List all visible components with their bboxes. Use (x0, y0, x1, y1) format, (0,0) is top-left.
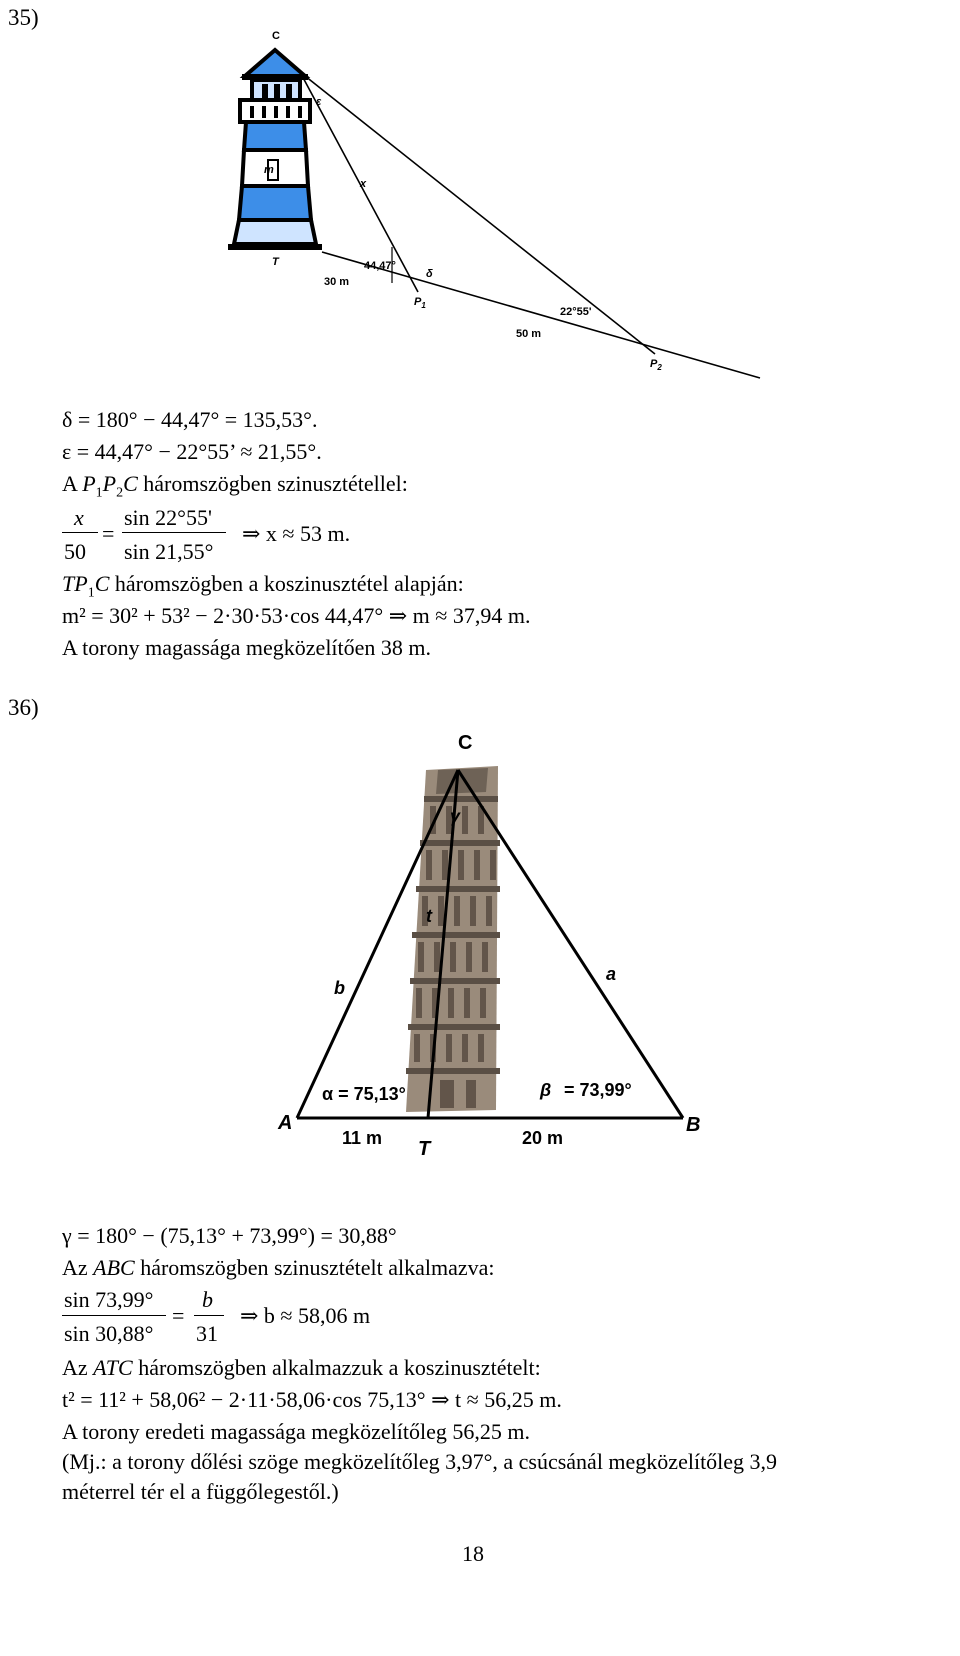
label-B: B (686, 1114, 701, 1136)
label-m: m (264, 164, 274, 176)
label-x: x (360, 178, 367, 190)
problem-35-number: 35) (8, 5, 39, 30)
frac36-1-denominator: sin 30,88° (64, 1321, 154, 1346)
sine-rule-intro: A $P_1P_2C$ háromszögben szinusztétellel: (62, 471, 408, 501)
label-C: C (272, 30, 280, 42)
label-11m: 11 m (342, 1128, 383, 1148)
label-T36: T (418, 1138, 431, 1160)
note-line-1: (Mj.: a torony dőlési szöge megközelítőleg 3,97°, a csúcsánál megközelítőleg 3,9 (62, 1449, 778, 1474)
lighthouse-icon (228, 50, 322, 250)
label-30m: 30 m (324, 276, 350, 288)
pisa-tower-figure (0, 700, 960, 1180)
delta-equation: δ = 180° − 44,47° = 135,53°. (62, 407, 318, 432)
label-A: A (278, 1112, 293, 1134)
result-x: ⇒ x ≈ 53 m. (242, 521, 351, 546)
t-equation: t² = 11² + 58,06² − 2·11·58,06·cos 75,13° ⇒ t ≈ 56,25 m. (62, 1387, 562, 1412)
frac36-1-numerator: sin 73,99° (64, 1287, 154, 1312)
gamma-equation: γ = 180° − (75,13° + 73,99°) = 30,88° (62, 1223, 397, 1248)
frac2-denominator: sin 21,55° (124, 539, 214, 564)
label-epsilon: ε (316, 96, 322, 108)
frac36-1-bar (62, 1315, 166, 1316)
label-delta: δ (426, 268, 433, 280)
label-t: t (426, 906, 432, 926)
lighthouse-figure (0, 0, 960, 400)
label-b: b (334, 978, 345, 998)
problem-36-number: 36) (8, 695, 39, 720)
result-b: ⇒ b ≈ 58,06 m (240, 1303, 371, 1328)
label-beta-symbol: β (540, 1080, 552, 1100)
label-a: a (606, 964, 617, 984)
label-angle-2255: 22°55' (560, 306, 592, 318)
frac36-2-denominator: 31 (196, 1321, 218, 1346)
frac1-numerator: x (74, 505, 84, 530)
label-T: T (272, 256, 279, 268)
label-20m: 20 m (522, 1128, 564, 1148)
m-equation: m² = 30² + 53² − 2·30·53·cos 44,47° ⇒ m ≈ 37,94 m. (62, 603, 531, 628)
label-P1: $P_1$ (414, 296, 426, 311)
cosine-rule-intro: $TP_1C$ háromszögben a koszinusztétel alapján: (62, 571, 464, 601)
frac36-2-bar (194, 1315, 224, 1316)
label-beta-value: = 73,99° (564, 1080, 632, 1100)
frac2-bar (122, 532, 226, 533)
frac1-denominator: 50 (64, 539, 86, 564)
page-number: 18 (462, 1541, 484, 1566)
frac36-2-numerator: b (202, 1287, 213, 1312)
label-alpha: α = 75,13° (322, 1084, 406, 1104)
label-C36: C (458, 732, 473, 754)
cosine-rule-intro-36: Az ATC háromszögben alkalmazzuk a koszinusztételt: (62, 1355, 541, 1380)
label-angle-4447: 44,47° (364, 260, 396, 272)
frac1-bar (62, 532, 98, 533)
equals-sign: = (102, 521, 115, 546)
label-gamma: γ (450, 806, 461, 826)
label-50m: 50 m (516, 328, 542, 340)
epsilon-equation: ε = 44,47° − 22°55’ ≈ 21,55°. (62, 439, 322, 464)
conclusion-36: A torony eredeti magassága megközelítőleg 56,25 m. (62, 1419, 530, 1444)
note-line-2: méterrel tér el a függőlegestől.) (62, 1479, 339, 1504)
frac2-numerator: sin 22°55' (124, 505, 212, 530)
sine-rule-intro-36: Az ABC háromszögben szinusztételt alkalmazva: (62, 1255, 495, 1280)
equals-sign-36: = (172, 1303, 185, 1328)
label-P2: $P_2$ (650, 358, 662, 373)
conclusion-35: A torony magassága megközelítően 38 m. (62, 635, 432, 660)
